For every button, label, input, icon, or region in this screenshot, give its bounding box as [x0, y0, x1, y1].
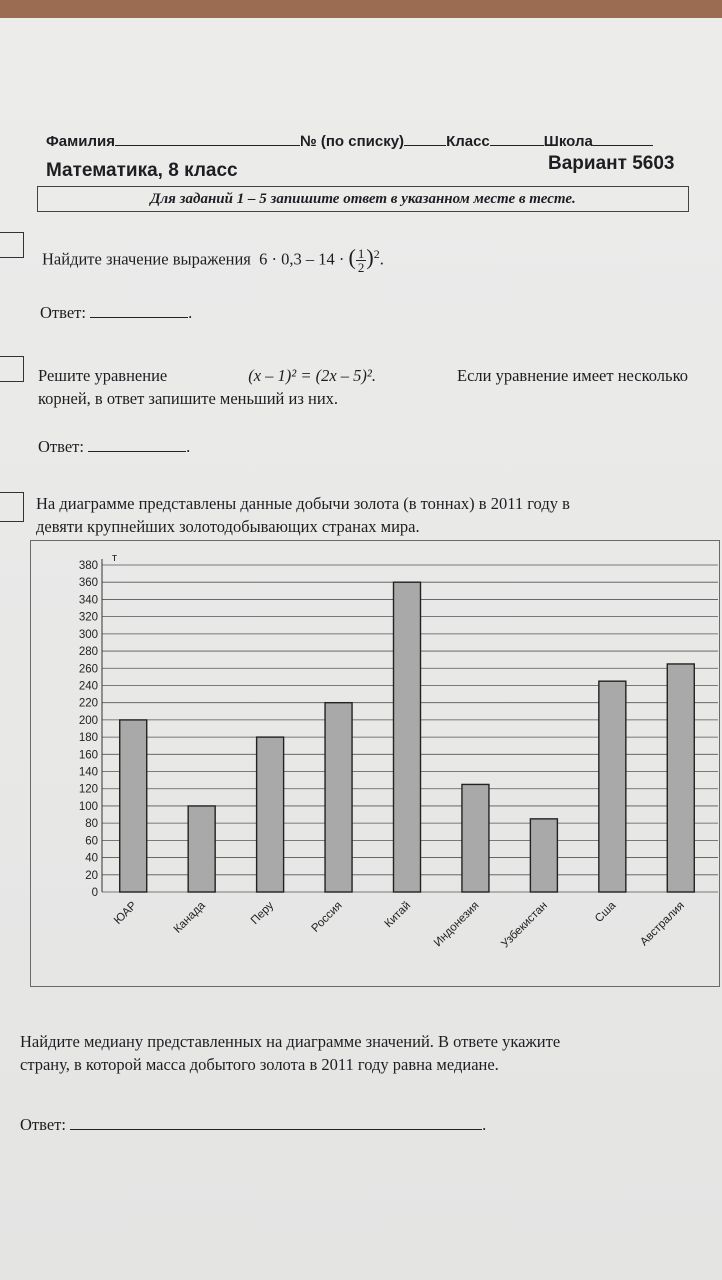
task1-answer: Ответ: . [40, 303, 193, 322]
y-tick-label: 180 [78, 732, 98, 745]
instruction-box: Для заданий 1 – 5 запишите ответ в указанном месте в тесте. [37, 186, 689, 212]
y-tick-label: 240 [78, 680, 98, 693]
task3-number-box [0, 492, 24, 522]
task1-answer-label: Ответ: [40, 303, 86, 322]
task2-text-c: корней, в ответ запишите меньший из них. [38, 389, 339, 408]
class-label: Класс [446, 133, 490, 150]
x-tick-label: Сша [593, 899, 619, 926]
bar-4 [325, 703, 352, 892]
task3-question [20, 1030, 720, 1076]
y-tick-label: 300 [78, 628, 98, 641]
variant-title: Вариант 5603 [548, 153, 675, 174]
y-tick-label: 0 [91, 887, 98, 899]
y-tick-label: 40 [85, 852, 98, 865]
x-tick-label: Китай [382, 899, 414, 931]
y-tick-label: 280 [78, 646, 98, 659]
bar-7 [530, 819, 557, 892]
task1-fraction [356, 247, 367, 274]
bar-1 [120, 720, 147, 892]
subject-title: Математика, 8 класс [46, 160, 238, 181]
y-tick-label: 60 [85, 835, 98, 848]
y-tick-label: 120 [78, 783, 98, 796]
list-no-field[interactable] [404, 131, 446, 146]
x-tick-label: ЮАР [112, 899, 140, 927]
y-tick-label: 220 [78, 697, 98, 710]
task2-answer: Ответ: . [38, 437, 191, 456]
x-tick-label: Австралия [638, 899, 687, 949]
task1-number-box [0, 232, 24, 258]
bar-5 [394, 582, 421, 892]
task1-statement: Найдите значение выражения 6 · 0,3 – 14 · ( $\frac{1}{2})^2$. [42, 244, 384, 276]
y-tick-label: 260 [78, 663, 98, 676]
task3-question-a: Найдите медиану представленных на диаграмме значений. В ответе укажите [20, 1032, 561, 1051]
class-field[interactable] [490, 131, 544, 146]
task1-answer-field[interactable] [90, 303, 188, 318]
task2-text-b: Если уравнение имеет несколько [456, 366, 688, 385]
y-tick-label: 140 [78, 766, 98, 779]
y-tick-label: 320 [78, 611, 98, 624]
y-unit-label: т [112, 552, 118, 564]
y-tick-label: 20 [85, 869, 98, 882]
task3-question-b: страну, в которой масса добытого золота в 2011 году равна медиане. [20, 1055, 499, 1074]
task3-answer-label: Ответ: [20, 1115, 66, 1134]
task1-paren-close: ) [366, 244, 374, 270]
school-label: Школа [543, 133, 593, 150]
fraction-denominator: 2 [357, 260, 365, 276]
task2-statement [38, 364, 688, 410]
bar-8 [599, 681, 626, 892]
y-tick-label: 100 [78, 800, 98, 813]
task2-text-a: Решите уравнение [38, 366, 168, 385]
task2-answer-field[interactable] [88, 437, 186, 452]
gold-production-chart [30, 540, 720, 990]
background-strip [0, 0, 722, 18]
y-tick-label: 360 [78, 577, 98, 590]
y-tick-label: 200 [78, 714, 98, 727]
x-tick-label: Россия [309, 899, 345, 935]
surname-field[interactable] [115, 131, 300, 146]
bar-6 [462, 784, 489, 892]
bar-chart-svg [30, 540, 720, 990]
y-tick-label: 80 [85, 818, 98, 831]
student-info-line [46, 131, 653, 150]
task2-line1 [38, 364, 688, 387]
list-no-label: № (по списку) [299, 133, 405, 150]
bar-3 [257, 737, 284, 892]
task1-paren-open: ( [348, 244, 356, 270]
task3-statement [36, 492, 716, 538]
surname-label: Фамилия [46, 133, 115, 150]
task3-text-a: На диаграмме представлены данные добычи золота (в тоннах) в 2011 году в [36, 494, 570, 513]
y-tick-label: 380 [78, 560, 98, 572]
school-field[interactable] [593, 131, 653, 146]
y-tick-label: 340 [78, 594, 98, 607]
task2-number-box [0, 356, 24, 382]
x-tick-label: Перу [248, 899, 277, 927]
task1-expression: 6 · 0,3 – 14 · [259, 249, 345, 269]
task2-answer-label: Ответ: [38, 437, 84, 456]
x-tick-label: Канада [171, 899, 208, 936]
task1-exponent: 2 [373, 247, 380, 261]
task3-answer-field[interactable] [70, 1115, 482, 1130]
task2-equation: (x – 1)² = (2x – 5)². [248, 366, 376, 385]
task3-answer: Ответ: . [20, 1115, 487, 1134]
bar-2 [188, 806, 215, 892]
task1-text: Найдите значение выражения [42, 249, 251, 269]
bar-9 [667, 664, 694, 892]
x-tick-label: Индонезия [431, 899, 482, 950]
fraction-numerator: 1 [357, 246, 365, 262]
task3-text-b: девяти крупнейших золотодобывающих странах мира. [36, 517, 420, 536]
y-tick-label: 160 [78, 749, 98, 762]
x-tick-label: Узбекистан [499, 899, 551, 951]
